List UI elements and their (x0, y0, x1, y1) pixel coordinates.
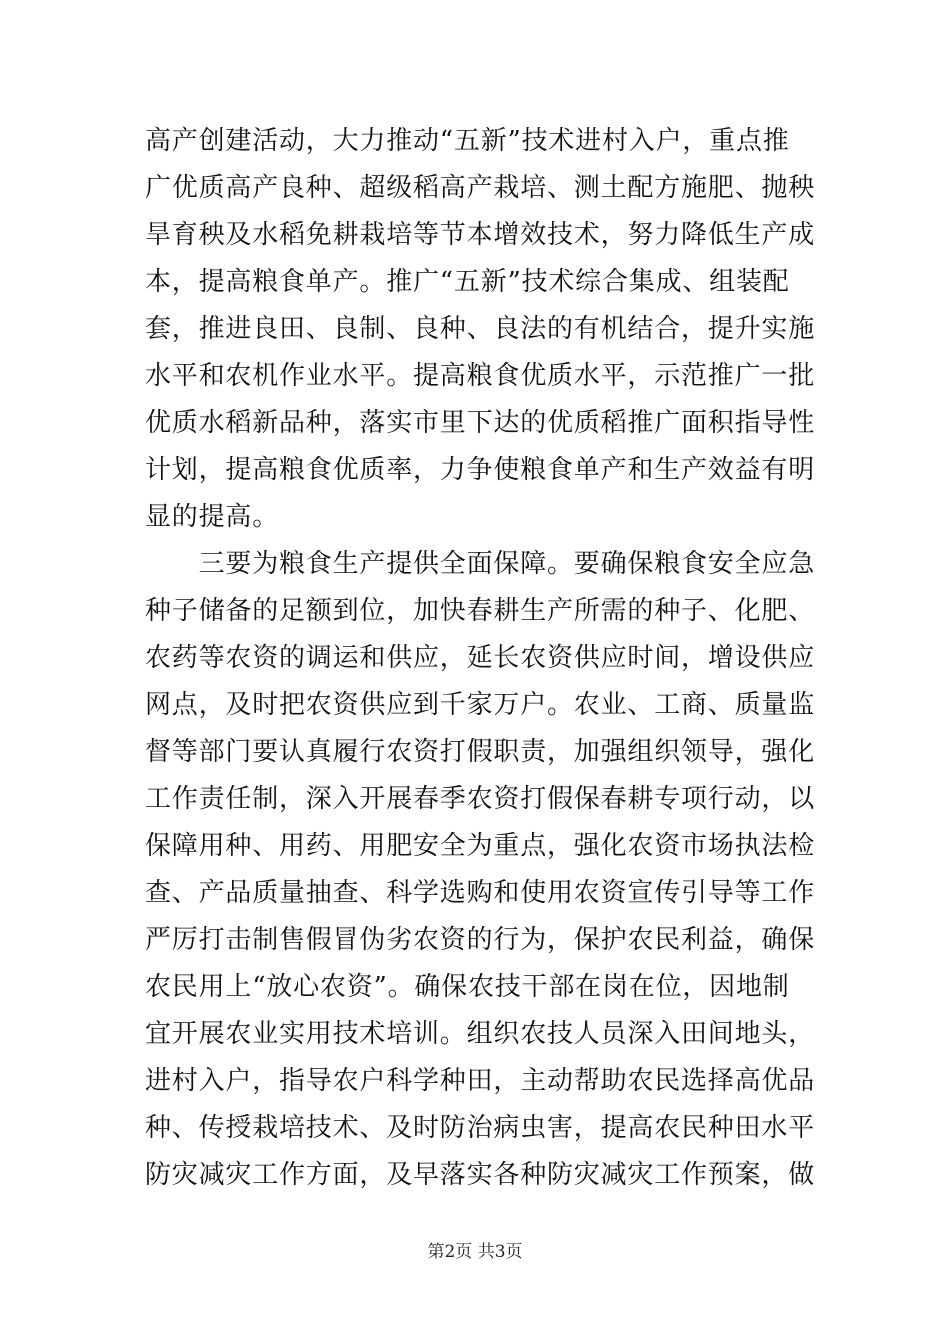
text-line: 高产创建活动，大力推动“五新”技术进村入户，重点推 (145, 126, 790, 156)
text-line: 三要为粮食生产提供全面保障。要确保粮食安全应急 (145, 549, 816, 579)
text-line: 工作责任制，深入开展春季农资打假保春耕专项行动，以 (145, 784, 816, 814)
text-line: 本，提高粮食单产。推广“五新”技术综合集成、组装配 (145, 267, 790, 297)
text-line: 宜开展农业实用技术培训。组织农技人员深入田间地头， (145, 1019, 816, 1049)
text-line: 农药等农资的调运和供应，延长农资供应时间，增设供应 (145, 643, 816, 673)
text-line: 进村入户，指导农户科学种田，主动帮助农民选择高优品 (145, 1066, 816, 1096)
text-line: 优质水稻新品种，落实市里下达的优质稻推广面积指导性 (145, 408, 816, 438)
text-line: 广优质高产良种、超级稻高产栽培、测土配方施肥、抛秧 (145, 173, 816, 203)
text-line: 查、产品质量抽查、科学选购和使用农资宣传引导等工作 (145, 878, 816, 908)
text-line: 督等部门要认真履行农资打假职责，加强组织领导，强化 (145, 737, 816, 767)
text-line: 防灾减灾工作方面，及早落实各种防灾减灾工作预案，做 (145, 1160, 816, 1190)
text-line: 水平和农机作业水平。提高粮食优质水平，示范推广一批 (145, 361, 816, 391)
text-line: 计划，提高粮食优质率，力争使粮食单产和生产效益有明 (145, 455, 816, 485)
page-number-footer: 第2页 共3页 (427, 1242, 523, 1262)
text-line: 种、传授栽培技术、及时防治病虫害，提高农民种田水平 (145, 1113, 816, 1143)
text-line: 套，推进良田、良制、良种、良法的有机结合，提升实施 (145, 314, 816, 344)
text-line: 旱育秧及水稻免耕栽培等节本增效技术，努力降低生产成 (145, 220, 816, 250)
text-line: 显的提高。 (145, 502, 280, 532)
text-line: 农民用上“放心农资”。确保农技干部在岗在位，因地制 (145, 972, 790, 1002)
text-line: 种子储备的足额到位，加快春耕生产所需的种子、化肥、 (145, 596, 816, 626)
text-line: 保障用种、用药、用肥安全为重点，强化农资市场执法检 (145, 831, 816, 861)
text-line: 网点，及时把农资供应到千家万户。农业、工商、质量监 (145, 690, 816, 720)
text-line: 严厉打击制售假冒伪劣农资的行为，保护农民利益，确保 (145, 925, 816, 955)
